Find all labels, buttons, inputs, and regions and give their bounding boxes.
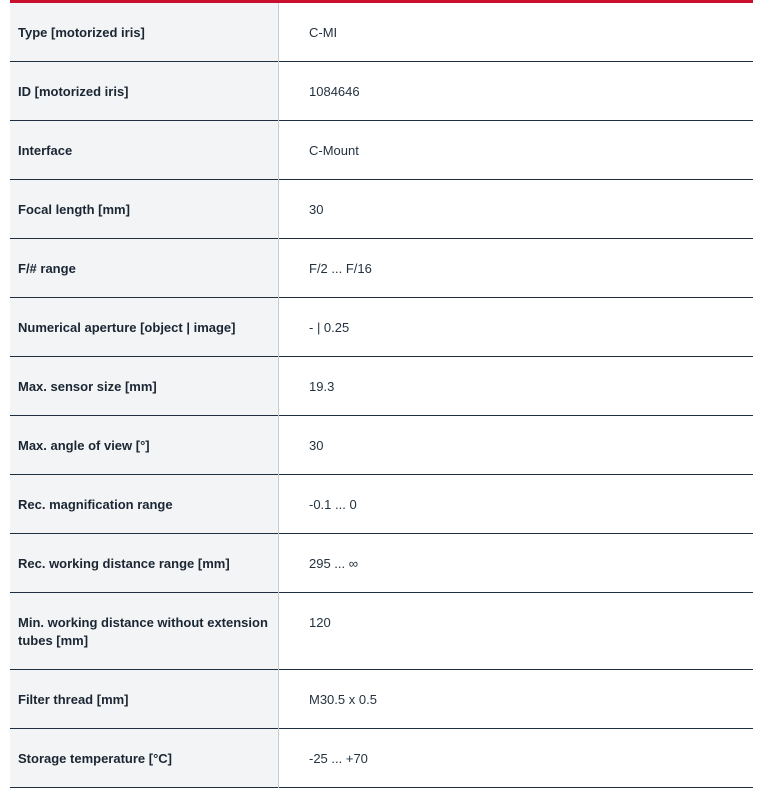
spec-label: Filter thread [mm]	[10, 670, 279, 729]
table-row	[10, 121, 753, 180]
table-row	[10, 180, 753, 239]
spec-label: Max. angle of view [°]	[10, 416, 279, 475]
table-row	[10, 534, 753, 593]
spec-label: Focal length [mm]	[10, 180, 279, 239]
spec-value: 120	[309, 615, 331, 630]
table-row	[10, 593, 753, 670]
spec-value: 19.3	[309, 379, 335, 394]
spec-value: 295 ... ∞	[309, 556, 359, 571]
spec-value: 30	[309, 202, 324, 217]
table-row	[10, 670, 753, 729]
table-row	[10, 729, 753, 788]
table-row	[10, 416, 753, 475]
table-row	[10, 2, 753, 62]
spec-label: Numerical aperture [object | image]	[10, 298, 279, 357]
table-row	[10, 239, 753, 298]
spec-value: M30.5 x 0.5	[309, 692, 377, 707]
spec-label: Storage temperature [°C]	[10, 729, 279, 788]
spec-value: 30	[309, 438, 324, 453]
spec-label: Interface	[10, 121, 279, 180]
spec-value: 1084646	[309, 84, 360, 99]
spec-value: - | 0.25	[309, 320, 350, 335]
table-row	[10, 475, 753, 534]
table-row	[10, 298, 753, 357]
spec-label: Min. working distance without extension tubes [mm]	[10, 593, 279, 670]
spec-label: Rec. working distance range [mm]	[10, 534, 279, 593]
spec-label: Max. sensor size [mm]	[10, 357, 279, 416]
spec-value: -25 ... +70	[309, 751, 368, 766]
spec-label: Type [motorized iris]	[10, 2, 279, 62]
spec-label: F/# range	[10, 239, 279, 298]
spec-value: C-MI	[309, 25, 338, 40]
specifications-table	[10, 0, 753, 788]
spec-value: C-Mount	[309, 143, 359, 158]
spec-value: -0.1 ... 0	[309, 497, 357, 512]
spec-label: ID [motorized iris]	[10, 62, 279, 121]
table-row	[10, 357, 753, 416]
spec-label: Rec. magnification range	[10, 475, 279, 534]
table-row	[10, 62, 753, 121]
spec-value: F/2 ... F/16	[309, 261, 372, 276]
